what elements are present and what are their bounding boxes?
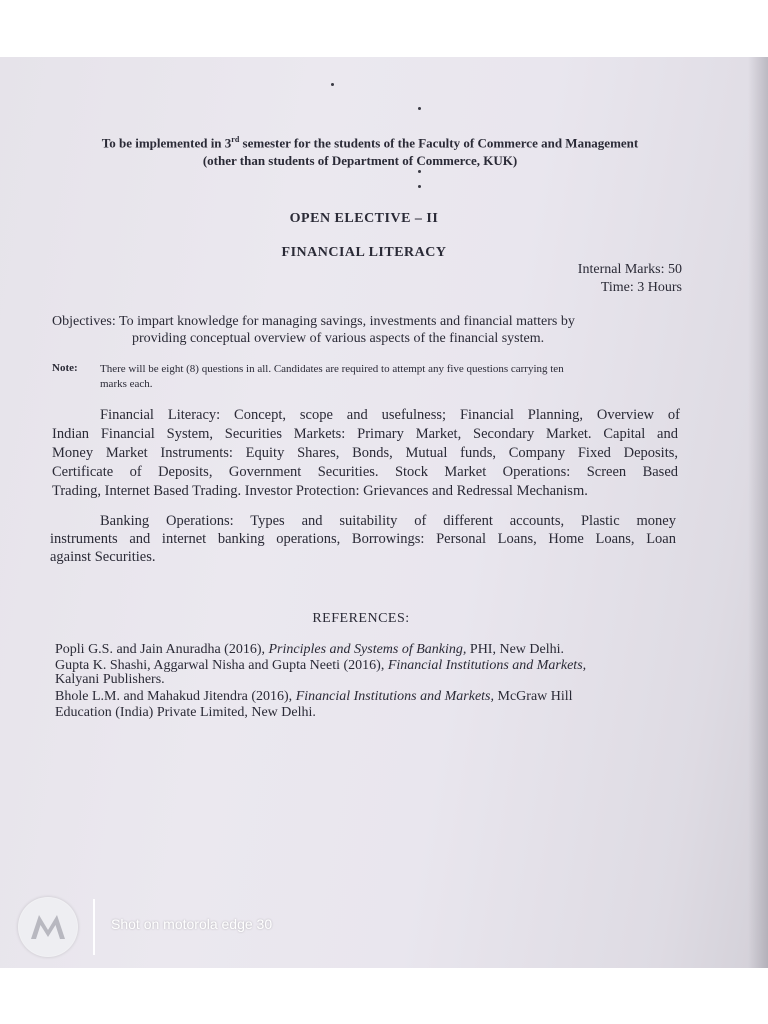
document-page (0, 57, 768, 968)
reference-3-line1: Bhole L.M. and Mahakud Jitendra (2016), Financial Institutions and Markets, McGraw Hill (55, 689, 573, 704)
course-title: FINANCIAL LITERACY (281, 245, 447, 260)
reference-2-line1: Gupta K. Shashi, Aggarwal Nisha and Gupta Neeti (2016), Financial Institutions and Markets, (55, 658, 587, 673)
course-category: OPEN ELECTIVE – II (289, 211, 439, 226)
objectives-line1: Objectives: To impart knowledge for managing savings, investments and financial matters by (52, 314, 575, 329)
reference-1: Popli G.S. and Jain Anuradha (2016), Principles and Systems of Banking, PHI, New Delhi. (55, 642, 565, 657)
syllabus-para1-line1: Financial Literacy: Concept, scope and usefulness; Financial Planning, Overview of (100, 407, 680, 423)
implementation-note-line1: To be implemented in 3rd semester for the students of the Faculty of Commerce and Management (101, 135, 639, 151)
objectives-line2: providing conceptual overview of various aspects of the financial system. (132, 331, 545, 346)
reference-2-line2: Kalyani Publishers. (55, 672, 165, 687)
implementation-note-line2: (other than students of Department of Commerce, KUK) (202, 153, 518, 168)
motorola-logo-icon (18, 897, 78, 957)
speck (418, 170, 421, 173)
syllabus-para2-line1: Banking Operations: Types and suitability of different accounts, Plastic money (100, 513, 676, 529)
syllabus-para1-line2: Indian Financial System, Securities Markets: Primary Market, Secondary Market. Capital and (52, 426, 678, 442)
camera-watermark-text: Shot on motorola edge 30 (111, 916, 273, 932)
speck (331, 83, 334, 86)
note-label: Note: (52, 362, 78, 374)
syllabus-para1-line3: Money Market Instruments: Equity Shares, Bonds, Mutual funds, Company Fixed Deposits, (52, 445, 678, 461)
page-edge-shadow (748, 57, 768, 968)
note-line1: There will be eight (8) questions in all. Candidates are required to attempt any five questions carrying ten (100, 363, 564, 375)
internal-marks: Internal Marks: 50 (577, 262, 682, 277)
exam-time: Time: 3 Hours (600, 280, 682, 295)
syllabus-para1-line5: Trading, Internet Based Trading. Investor Protection: Grievances and Redressal Mechanism. (52, 483, 588, 499)
references-heading: REFERENCES: (312, 611, 410, 626)
syllabus-para2-line2: instruments and internet banking operations, Borrowings: Personal Loans, Home Loans, Loan (50, 531, 676, 547)
watermark-divider (93, 899, 95, 955)
speck (418, 107, 421, 110)
syllabus-para1-line4: Certificate of Deposits, Government Securities. Stock Market Operations: Screen Based (52, 464, 678, 480)
speck (418, 185, 421, 188)
note-line2: marks each. (100, 378, 153, 390)
syllabus-para2-line3: against Securities. (50, 549, 156, 565)
reference-3-line2: Education (India) Private Limited, New Delhi. (55, 705, 316, 720)
